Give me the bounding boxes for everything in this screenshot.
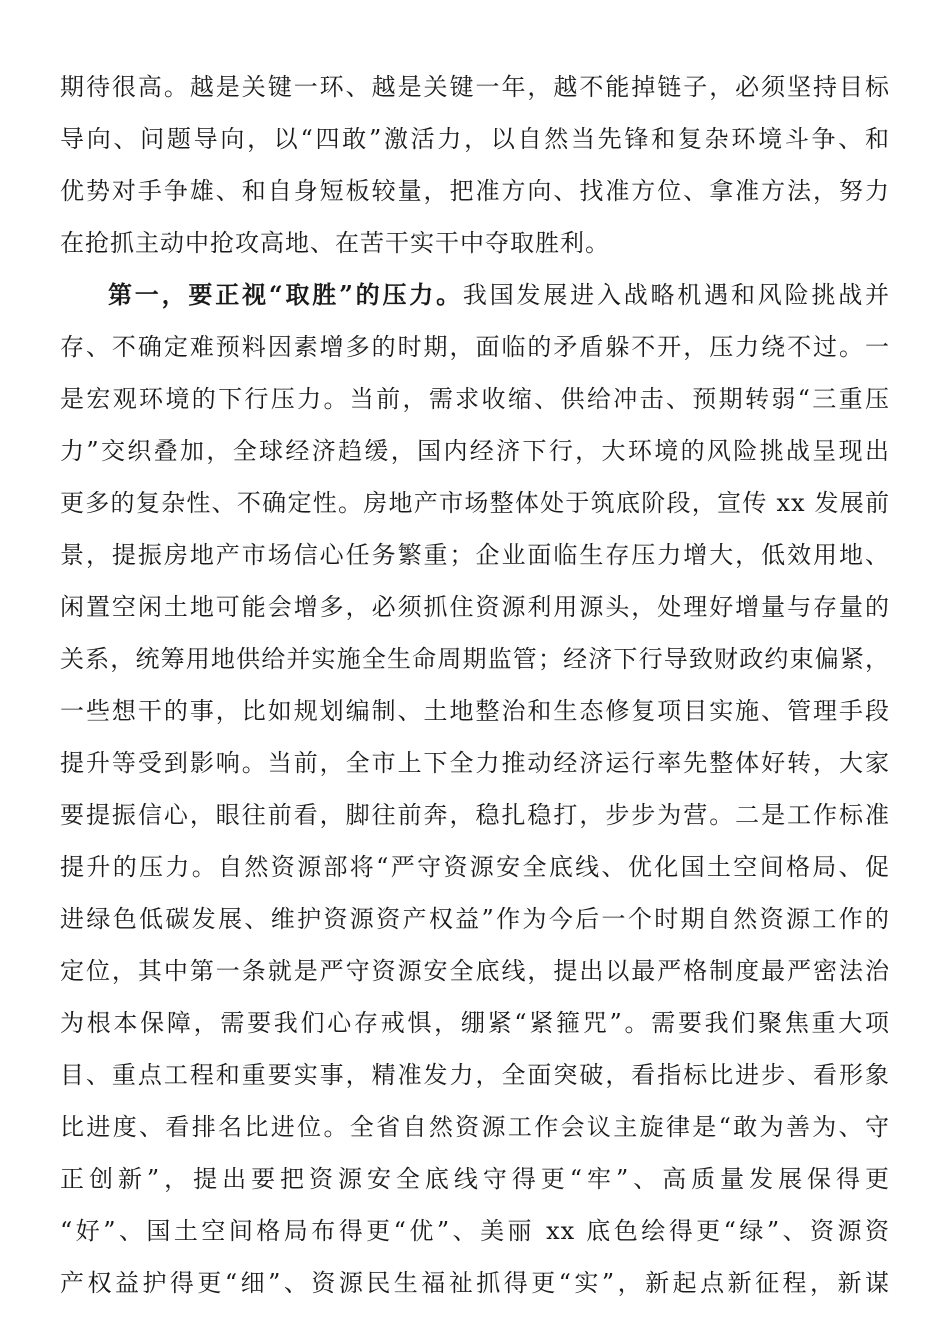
text-line: 优势对手争雄、和自身短板较量，把准方向、找准方位、拿准方法，努力	[60, 177, 890, 205]
text-line: 比进度、看排名比进位。全省自然资源工作会议主旋律是“敢为善为、守	[60, 1113, 890, 1141]
text-line: 定位，其中第一条就是严守资源安全底线，提出以最严格制度最严密法治	[60, 957, 890, 985]
text-line: 目、重点工程和重要实事，精准发力，全面突破，看指标比进步、看形象	[60, 1061, 890, 1089]
paragraph-first-line	[108, 272, 890, 318]
text-line: 是宏观环境的下行压力。当前，需求收缩、供给冲击、预期转弱“三重压	[60, 385, 890, 413]
text-line: 正创新”，提出要把资源安全底线守得更“牢”、高质量发展保得更	[60, 1165, 890, 1193]
text-line: 要提振信心，眼往前看，脚往前奔，稳扎稳打，步步为营。二是工作标准	[60, 801, 890, 829]
section-heading: 第一，要正视“取胜”的压力。	[108, 280, 463, 309]
text-line: 力”交织叠加，全球经济趋缓，国内经济下行，大环境的风险挑战呈现出	[60, 437, 890, 465]
text-line: 导向、问题导向，以“四敢”激活力，以自然当先锋和复杂环境斗争、和	[60, 125, 890, 153]
text-line: 一些想干的事，比如规划编制、土地整治和生态修复项目实施、管理手段	[60, 697, 890, 725]
text-line: 闲置空闲土地可能会增多，必须抓住资源利用源头，处理好增量与存量的	[60, 593, 890, 621]
text-line: 提升的压力。自然资源部将“严守资源安全底线、优化国土空间格局、促	[60, 853, 890, 881]
text-line: 更多的复杂性、不确定性。房地产市场整体处于筑底阶段，宣传 xx 发展前	[60, 489, 890, 517]
text-line: 为根本保障，需要我们心存戒惧，绷紧“紧箍咒”。需要我们聚焦重大项	[60, 1009, 890, 1037]
text-line: 存、不确定难预料因素增多的时期，面临的矛盾躲不开，压力绕不过。一	[60, 333, 890, 361]
text-line: 期待很高。越是关键一环、越是关键一年，越不能掉链子，必须坚持目标	[60, 73, 890, 101]
text-line: 提升等受到影响。当前，全市上下全力推动经济运行率先整体好转，大家	[60, 749, 890, 777]
text-line: 景，提振房地产市场信心任务繁重；企业面临生存压力增大，低效用地、	[60, 541, 890, 569]
text-line: 进绿色低碳发展、维护资源资产权益”作为今后一个时期自然资源工作的	[60, 905, 890, 933]
text-line: “好”、国土空间格局布得更“优”、美丽 xx 底色绘得更“绿”、资源资	[60, 1217, 890, 1245]
text-line: 关系，统筹用地供给并实施全生命周期监管；经济下行导致财政约束偏紧，	[60, 645, 890, 673]
text-line: 在抢抓主动中抢攻高地、在苦干实干中夺取胜利。	[60, 229, 610, 257]
text-span: 我国发展进入战略机遇和风险挑战并	[462, 281, 891, 309]
text-line: 产权益护得更“细”、资源民生福祉抓得更“实”，新起点新征程，新谋	[60, 1269, 890, 1297]
